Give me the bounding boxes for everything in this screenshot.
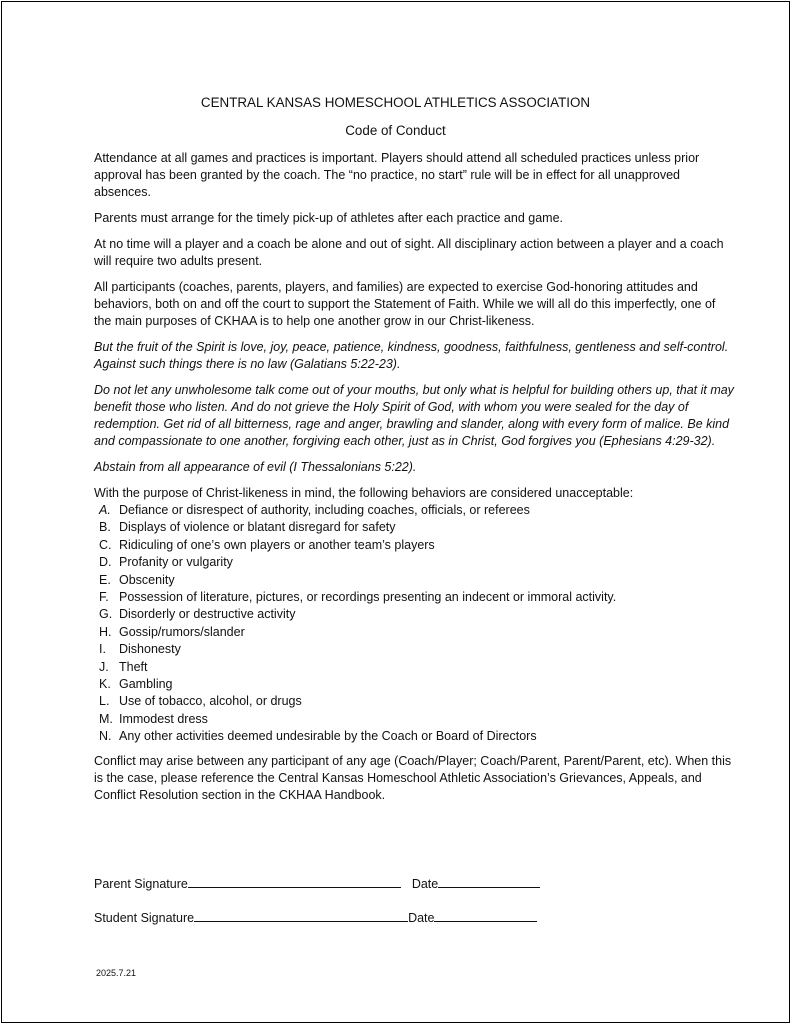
list-letter: B. [99,520,111,535]
thessalonians-quote: Abstain from all appearance of evil (I Thessalonians 5:22). [94,460,417,474]
list-letter: J. [99,659,109,674]
list-letter: E. [99,572,111,587]
galatians-quote: But the fruit of the Spirit is love, joy, peace, patience, kindness, goodness, faithfulness, gentleness and self-control. Against such things there is no law (Galatians 5:22-23). [94,340,729,371]
list-item-text: Displays of violence or blatant disregard for safety [119,520,396,535]
version-date: 2025.7.21 [96,968,137,978]
supervision-paragraph: At no time will a player and a coach be alone and out of sight. All disciplinary action between a player and a coach will require two adults present. [94,237,724,268]
student-date-line[interactable] [434,908,537,922]
behaviors-intro: With the purpose of Christ-likeness in mind, the following behaviors are considered unacceptable: [94,486,634,500]
list-letter: C. [99,537,112,552]
list-letter: I. [99,642,106,657]
list-item [94,676,734,693]
list-letter: F. [99,589,109,604]
list-item-text: Defiance or disrespect of authority, including coaches, officials, or referees [119,503,530,517]
list-letter: A. [99,503,111,517]
list-item [94,606,734,623]
list-item [94,728,734,745]
list-item-text: Gossip/rumors/slander [119,624,245,639]
list-item [94,711,734,728]
list-item [94,641,734,658]
list-item [94,554,734,571]
parent-date-label: Date [411,877,439,891]
list-item-text: Ridiculing of one’s own players or another team’s players [119,537,435,552]
list-item [94,659,734,676]
list-item [94,502,734,519]
list-item-text: Use of tobacco, alcohol, or drugs [119,694,302,709]
list-letter: H. [99,624,112,639]
list-item-text: Disorderly or destructive activity [119,607,296,622]
list-item-text: Dishonesty [119,642,181,657]
list-item [94,519,734,536]
list-letter: G. [99,607,113,622]
ephesians-quote: Do not let any unwholesome talk come out of your mouths, but only what is helpful for building others up, that it may benefit those who listen. And do not grieve the Holy Spirit of God, with whom you were sealed for the day of redemption. Get rid of all bitterness, rage and anger, brawling and slander, along with every form of malice. Be kind and compassionate to one another, forgiving each other, just as in Christ, God forgives you (Ephesians 4:29-32). [94,383,734,448]
list-item-text: Possession of literature, pictures, or recordings presenting an indecent or immoral activity. [119,589,617,604]
participants-paragraph: All participants (coaches, parents, players, and families) are expected to exercise God-honoring attitudes and behaviors, both on and off the court to support the Statement of Faith. While we will all do this imperfectly, one of the main purposes of CKHAA is to help one another grow in our Christ-likeness. [94,280,716,328]
list-item [94,572,734,589]
document-title: Code of Conduct [345,123,446,138]
parent-date-line[interactable] [438,874,540,888]
document-body [94,150,734,813]
list-item-text: Gambling [119,676,173,691]
list-item-text: Profanity or vulgarity [119,555,233,570]
organization-title: CENTRAL KANSAS HOMESCHOOL ATHLETICS ASSOCIATION [200,95,591,110]
unacceptable-behaviors-list [94,502,734,745]
parent-signature-line[interactable] [188,874,401,888]
list-item-text: Theft [119,659,148,674]
conflict-paragraph: Conflict may arise between any participant of any age (Coach/Player; Coach/Parent, Parent/Parent, etc). When this is the case, please reference the Central Kansas Homeschool Athletic Association’s Grievances, Appeals, and Conflict Resolution section in the CKHAA Handbook. [94,754,732,803]
document-page [1,1,790,1023]
student-signature-row [94,908,537,925]
list-item-text: Obscenity [119,572,175,587]
list-item [94,693,734,710]
student-signature-line[interactable] [194,908,408,922]
student-date-label: Date [408,911,435,925]
list-item-text: Immodest dress [119,711,208,726]
list-letter: L. [99,694,110,709]
student-signature-label: Student Signature [94,911,195,925]
list-letter: K. [99,676,111,691]
parent-signature-label: Parent Signature [94,877,188,891]
attendance-paragraph: Attendance at all games and practices is important. Players should attend all scheduled practices unless prior approval has been granted by the coach. The “no practice, no start” rule will be in effect for all unapproved absences. [94,151,700,199]
list-item-text: Any other activities deemed undesirable by the Coach or Board of Directors [119,729,537,744]
list-letter: N. [99,729,112,744]
parent-signature-row [94,874,540,891]
list-item [94,537,734,554]
list-letter: M. [99,711,113,726]
pickup-paragraph: Parents must arrange for the timely pick-up of athletes after each practice and game. [94,211,563,225]
list-item [94,589,734,606]
list-letter: D. [99,555,112,570]
list-item [94,624,734,641]
